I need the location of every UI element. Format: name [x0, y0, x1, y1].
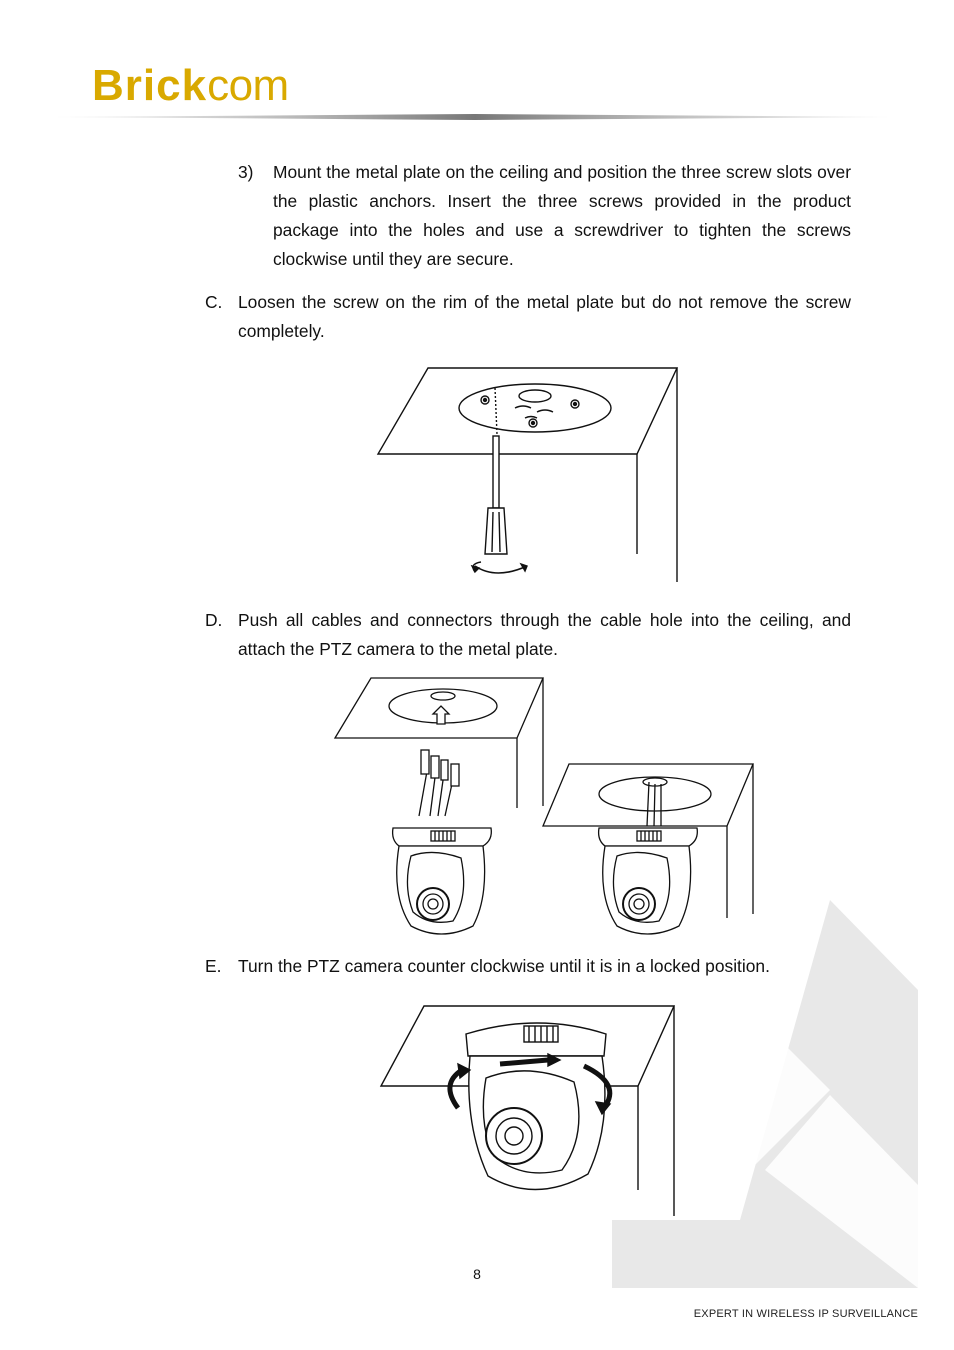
illustration-rotate-camera [378, 1004, 680, 1220]
step-e-text: Turn the PTZ camera counter clockwise until it is in a locked position. [238, 956, 770, 976]
step-d-marker: D. [205, 610, 223, 630]
page-number: 8 [473, 1266, 481, 1282]
brickcom-logo: Brickcom [92, 61, 289, 110]
footer-tagline: EXPERT IN WIRELESS IP SURVEILLANCE [693, 1308, 918, 1320]
header-rule [55, 114, 895, 120]
step-c-text: Loosen the screw on the rim of the metal plate but do not remove the screw completely. [238, 292, 851, 341]
step-3-text: Mount the metal plate on the ceiling and position the three screw slots over the plastic anchors. Insert the three screws provided in the product package into the holes and use a screwdriver to tighten the screws clockwise until they are secure. [273, 162, 851, 269]
step-d-text: Push all cables and connectors through the cable hole into the ceiling, and attach the PTZ camera to the metal plate. [238, 610, 851, 659]
step-e-marker: E. [205, 956, 222, 976]
illustration-attach-camera [333, 676, 758, 941]
step-3-marker: 3) [238, 162, 254, 182]
step-c-marker: C. [205, 292, 223, 312]
illustration-loosen-screw [375, 366, 685, 586]
